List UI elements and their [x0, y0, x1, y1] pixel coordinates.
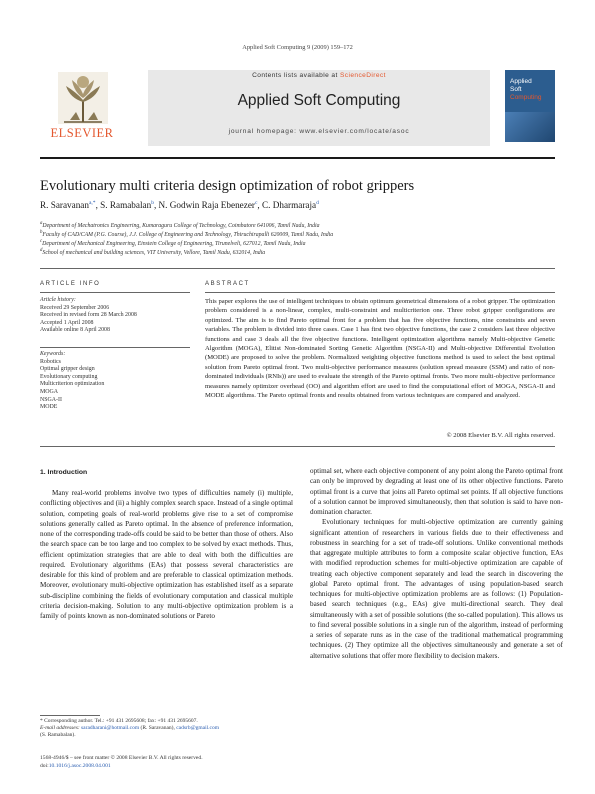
- author-sup[interactable]: d: [316, 200, 319, 206]
- keywords-rule: [40, 347, 190, 348]
- keyword: Evolutionary computing: [40, 373, 98, 380]
- email-link[interactable]: saradharani@hotmail.com: [81, 725, 140, 732]
- affiliation: $^c$Department of Mechanical Engineering, Einstein College of Engineering, Tirunelveli, 627012, Tamil Nadu, India: [40, 239, 306, 247]
- abstract-rule: [205, 292, 555, 293]
- author-list: R. Saravanan$^{a,*}$, S. Ramabalan$^b$, N. Godwin Raja Ebenezer$^c$, C. Dharmaraja$^d$: [40, 200, 319, 211]
- sciencedirect-link[interactable]: ScienceDirect: [339, 72, 386, 79]
- keywords-label: Keywords:: [40, 351, 66, 357]
- footnote-rule: [40, 715, 100, 716]
- cover-title: Applied Soft: [510, 78, 532, 93]
- keyword: Multicriterion optimization: [40, 381, 105, 388]
- footnote: [40, 718, 290, 740]
- abstract-heading: ABSTRACT: [205, 281, 250, 287]
- section-heading: 1. Introduction: [40, 469, 88, 476]
- masthead-rule: [40, 157, 555, 159]
- email-owner: (R. Saravanan),: [139, 725, 177, 732]
- keywords: [40, 351, 190, 412]
- elsevier-tree-icon: [58, 72, 108, 124]
- left-column: [40, 488, 293, 621]
- author-sup[interactable]: c: [254, 200, 258, 206]
- publisher-name: ELSEVIER: [50, 126, 114, 140]
- affil-rule: [40, 268, 555, 269]
- author-name: N. Godwin Raja Ebenezer: [158, 200, 255, 211]
- author-sup[interactable]: b: [151, 200, 154, 206]
- elsevier-logo: [40, 70, 140, 146]
- masthead: [148, 70, 490, 146]
- keyword: MOGA: [40, 388, 58, 395]
- affiliation: $^d$School of mechanical and building sciences, VIT University, Vellore, Tamil Nadu, 632014, India: [40, 248, 266, 256]
- journal-cover: [505, 70, 555, 142]
- right-column: [310, 466, 563, 661]
- author-name: C. Dharmaraja: [262, 200, 317, 211]
- history-item: Received 29 September 2006: [40, 304, 110, 311]
- history-item: Accepted 1 April 2008: [40, 319, 94, 326]
- affiliation: $^a$Department of Mechatronics Engineering, Kumaraguru College of Technology, Coimbatore 641006, Tamil Nadu, India: [40, 221, 320, 229]
- email-link[interactable]: cadsrb@gmail.com: [176, 725, 220, 732]
- article-history: [40, 297, 190, 335]
- article-info-heading: ARTICLE INFO: [40, 281, 101, 287]
- issn-line: 1568-4946/$ – see front matter © 2008 Elsevier B.V. All rights reserved.: [40, 755, 203, 761]
- keyword: MODE: [40, 404, 58, 411]
- paragraph: optimal set, where each objective component of any point along the Pareto optimal front can only be improved by degrading at least one of its other objective functions. Pareto optimal front is a curve that joins all Pareto optimal set points. If all objective functions of a solution cannot be improved simultaneously, then that solution is said to have non-domination character.: [310, 467, 563, 516]
- author-name: R. Saravanan: [40, 200, 89, 211]
- abstract-end-rule: [40, 446, 555, 447]
- paragraph: Evolutionary techniques for multi-objective optimization are currently gaining significant attention of researchers in various fields due to their effectiveness and robustness in searching for a set of trade-off solutions. Unlike conventional methods that aggregate multiple attributes to form a composite scalar objective function, EAs with modified reproduction schemes for multi-objective optimization are capable of treating each objective component separately and lead the search in discovering the global Pareto optimal front. The advantages of using population-based search techniques for multi-objective optimization problems are as follows: (1) Population-based search techniques (e.g., EAs) give multi-directional search. They deal simultaneously with a set of possible solutions (the so-called population). This allows us to find several possible solutions in a single run of the algorithm, instead of performing a series of separate runs as in the case of the traditional mathematical programming techniques. (2) They optimize all the objectives simultaneously and generate a set of alternative solutions that offer more flexibility to decision makers.: [310, 518, 563, 660]
- author-name: S. Ramabalan: [100, 200, 152, 211]
- article-title: Evolutionary multi criteria design optimization of robot grippers: [40, 178, 415, 194]
- doi-label: doi:: [40, 762, 49, 769]
- journal-homepage[interactable]: journal homepage: www.elsevier.com/locate/asoc: [228, 128, 410, 135]
- contents-line: [148, 72, 490, 79]
- journal-title: Applied Soft Computing: [237, 92, 401, 109]
- history-label: Article history:: [40, 297, 76, 303]
- article-ids: [40, 755, 203, 770]
- keyword: Robotics: [40, 358, 61, 365]
- copyright: © 2008 Elsevier B.V. All rights reserved.: [446, 432, 555, 439]
- abstract-text: This paper explores the use of intelligent techniques to obtain optimum geometrical dimensions of a robot gripper. The optimization problem considered is a non-linear, complex, multi-constraint and multicriterion one. Three robot gripper configurations are optimized. The aim is to find Pareto optimal front for a problem that has five objective functions, nine constraints and seven variables. The problem is divided into three cases. Case 1 has first two objective functions, the case 2 considers last three objective functions and case 3 deals all the five objective functions. Intelligent optimization algorithms namely Multi-objective Genetic Algorithm (MOGA), Elitist Non-dominated Sorting Genetic Algorithm (NSGA-II) and Multi-objective Differential Evolution (MODE) are proposed to solve the problem. Normalized weighting objective functions method is used to select the best optimal solution from Pareto optimal front. Two multi-objective performance measures (solution spread measure (SSM) and ratio of non-dominated individuals (RNIs)) are used to evaluate the strength of the Pareto optimal fronts. Two more multi-objective performance measures namely optimizer overhead (OO) and algorithm effort are used to find the computational effort of MOGA, NSGA-II and MODE algorithms. The Pareto optimal fronts and results obtained from various techniques are compared and analyzed.: [205, 298, 555, 400]
- history-item: Received in revised form 28 March 2008: [40, 312, 137, 319]
- email-label: E-mail addresses:: [40, 725, 80, 732]
- info-rule: [40, 292, 190, 293]
- cover-subtitle: Computing: [510, 94, 542, 101]
- keyword: Optimal gripper design: [40, 366, 95, 373]
- doi-link[interactable]: 10.1016/j.asoc.2008.04.001: [48, 762, 111, 769]
- running-header: Applied Soft Computing 9 (2009) 159–172: [242, 44, 353, 51]
- affiliation: $^b$Faculty of CAD/CAM (P.G. Course), J.J. College of Engineering and Technology, Thiruchirapalli 620009, Tamil Nadu, India: [40, 230, 334, 238]
- history-item: Available online 8 April 2008: [40, 327, 110, 334]
- paragraph: Many real-world problems involve two types of difficulties namely (i) multiple, conflicting objectives and (ii) a highly complex search space. Instead of a single optimal solution, competing goals of real-world problems give rise to a set of compromise solutions generally called as Pareto optimal. In the absence of preference information, none of the corresponding trade-offs could be said to be better than those of others. Also the search space can be too large and too complex to be solved by exact methods. Thus, efficient optimization strategies that are able to deal with both the difficulties are required. Evolutionary algorithms (EAs) that possess several characteristics are desirable for this kind of problem and are preferable to classical optimization methods. Moreover, evolutionary multi-objective optimization has established itself as a separate sub-discipline combining the fields of evolutionary computation and classical multiple criteria decision-making. Solution to any multi-objective optimization problem is a family of points known as non-dominated solutions or Pareto: [40, 489, 293, 620]
- email-owner: (S. Ramabalan).: [40, 732, 76, 739]
- contents-prefix: Contents lists available at: [252, 72, 340, 79]
- corresponding-author: * Corresponding author. Tel.: +91 431 2695608; fax: +91 431 2695607.: [40, 718, 198, 724]
- keyword: NSGA-II: [40, 396, 62, 403]
- cover-band: [505, 112, 555, 142]
- author-sup[interactable]: a,*: [88, 200, 96, 206]
